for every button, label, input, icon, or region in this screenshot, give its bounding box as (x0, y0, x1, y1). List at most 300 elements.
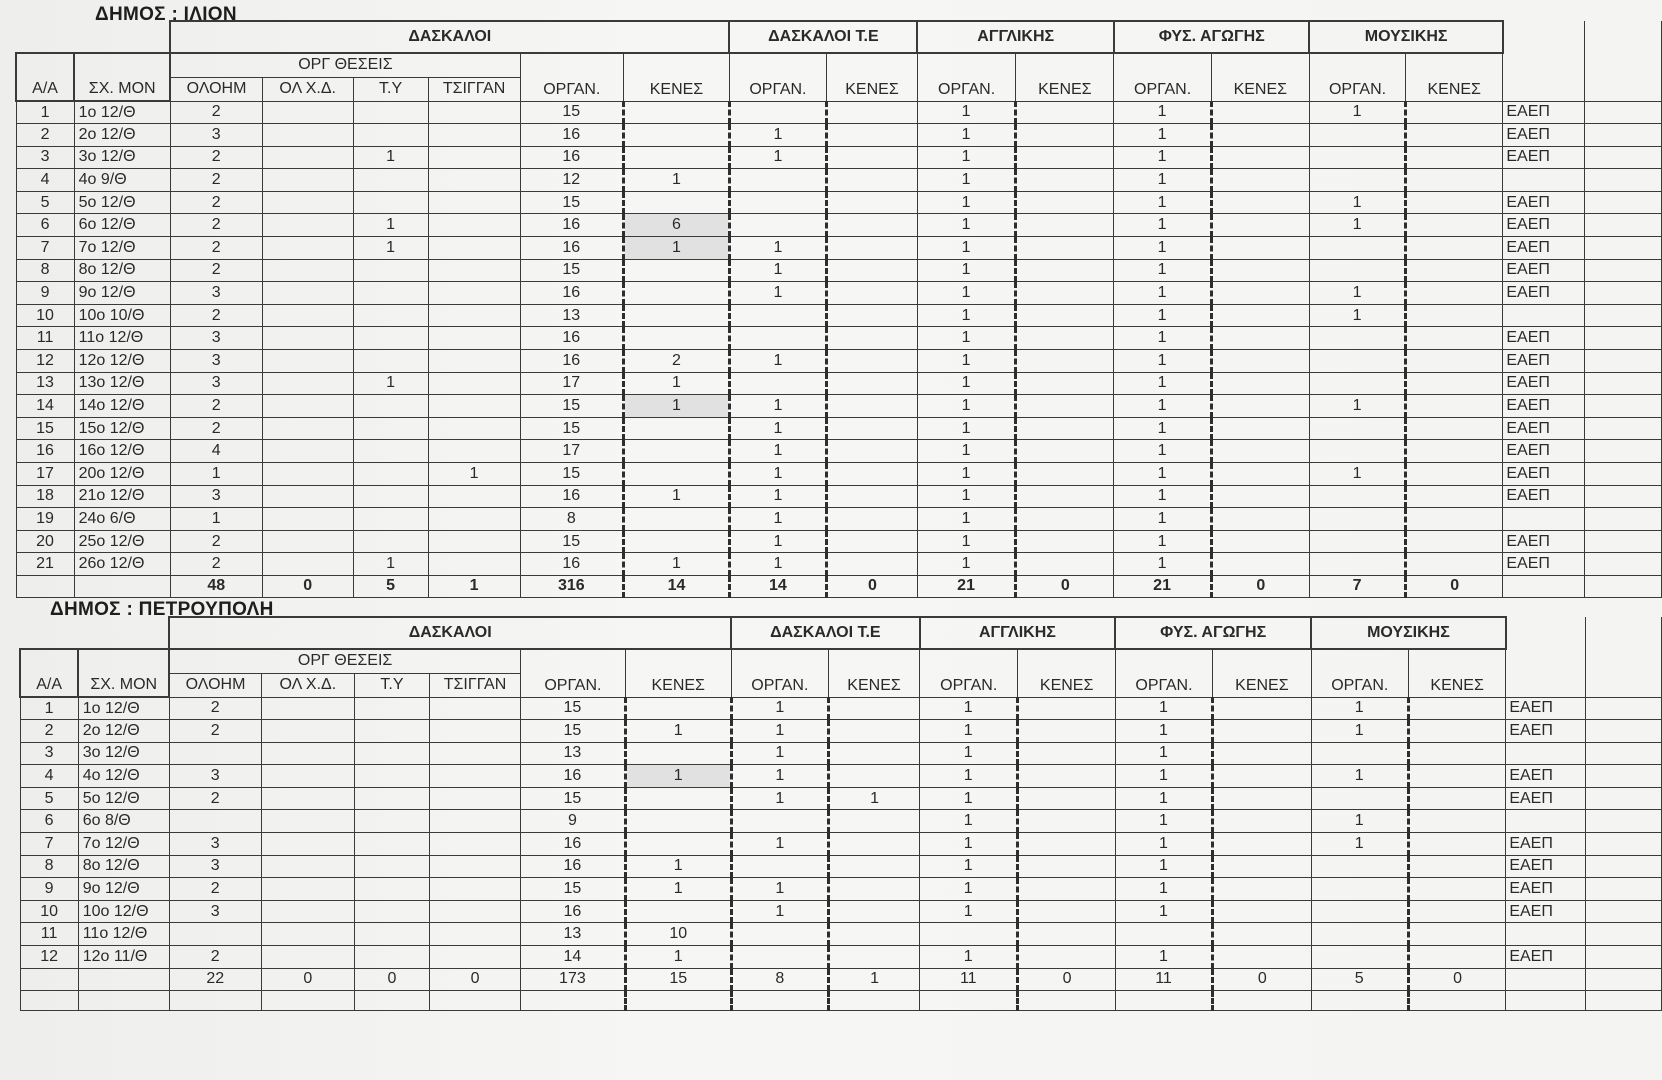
cell-tsiggan (430, 765, 521, 788)
cell-extra (1584, 146, 1661, 169)
cell-ty (354, 900, 429, 923)
table-row (16, 553, 1662, 576)
cell-school: 20ο 12/Θ (74, 463, 170, 486)
cell-te-organ: 1 (729, 485, 826, 508)
col-header-mous-kenes: ΚΕΝΕΣ (1408, 649, 1505, 697)
staff-table-ilion (15, 20, 1662, 598)
cell-fys-kenes (1211, 372, 1309, 395)
cell-ol-xd (262, 259, 353, 282)
cell-mous-organ (1311, 923, 1408, 946)
cell-ol-xd (261, 878, 354, 901)
cell-olohm: 3 (170, 327, 262, 350)
cell-ty (354, 742, 429, 765)
cell-agg-organ: 1 (917, 553, 1015, 576)
cell-extra (1584, 101, 1661, 124)
cell-mous-kenes (1406, 146, 1503, 169)
cell-school: 10ο 12/Θ (78, 900, 169, 923)
cell-olohm: 2 (169, 878, 261, 901)
cell-note: ΕΑΕΠ (1503, 463, 1584, 486)
cell-organ: 13 (521, 742, 626, 765)
cell-extra (1584, 417, 1661, 440)
cell-kenes: 6 (624, 214, 730, 237)
cell-te-kenes (829, 697, 920, 720)
cell-agg-organ: 1 (920, 855, 1018, 878)
table-row (20, 946, 1662, 969)
cell-note: ΕΑΕΠ (1506, 697, 1585, 720)
col-header-school: ΣΧ. ΜΟΝ (74, 53, 170, 101)
cell-ty (354, 697, 429, 720)
cell-agg-organ: 1 (917, 530, 1015, 553)
cell-mous-organ (1311, 946, 1408, 969)
table-row (20, 787, 1662, 810)
cell-tsiggan (430, 923, 521, 946)
cell-note: ΕΑΕΠ (1506, 833, 1585, 856)
cell-agg-organ: 1 (920, 697, 1018, 720)
cell-aa: 20 (16, 530, 74, 553)
cell-te-kenes (827, 191, 918, 214)
cell-note: ΕΑΕΠ (1506, 765, 1585, 788)
cell-note: ΕΑΕΠ (1503, 101, 1584, 124)
cell-fys-organ: 1 (1114, 350, 1211, 373)
cell-te-kenes (827, 440, 918, 463)
cell-note: ΕΑΕΠ (1503, 372, 1584, 395)
blank-cell (920, 990, 1018, 1010)
cell-fys-kenes (1211, 101, 1309, 124)
cell-mous-organ (1311, 878, 1408, 901)
cell-mous-kenes (1406, 350, 1503, 373)
cell-olohm: 2 (170, 395, 262, 418)
cell-mous-kenes (1408, 946, 1505, 969)
cell-olohm: 4 (170, 440, 262, 463)
cell-ty (353, 327, 428, 350)
cell-mous-organ: 1 (1311, 833, 1408, 856)
cell-school: 14ο 12/Θ (74, 395, 170, 418)
col-header-ol-xd: ΟΛ Χ.Δ. (261, 673, 354, 697)
cell-te-kenes (827, 485, 918, 508)
table-row (16, 463, 1662, 486)
cell-mous-kenes (1406, 101, 1503, 124)
table-row (16, 282, 1662, 305)
cell-note (1503, 508, 1584, 531)
cell-school: 10ο 10/Θ (74, 304, 170, 327)
cell-fys-organ: 1 (1114, 485, 1211, 508)
cell-fys-organ: 1 (1115, 855, 1212, 878)
cell-kenes (624, 101, 730, 124)
table-row (16, 169, 1662, 192)
table-row (20, 900, 1662, 923)
cell-note: ΕΑΕΠ (1503, 530, 1584, 553)
cell-organ: 14 (521, 946, 626, 969)
cell-organ: 9 (521, 810, 626, 833)
cell-note: ΕΑΕΠ (1503, 327, 1584, 350)
cell-aa: 1 (20, 697, 78, 720)
cell-organ: 16 (520, 124, 624, 147)
cell-mous-organ (1309, 485, 1405, 508)
col-header-ol-xd: ΟΛ Χ.Δ. (262, 77, 353, 101)
cell-note: ΕΑΕΠ (1503, 146, 1584, 169)
cell-agg-kenes (1016, 259, 1114, 282)
cell-mous-kenes (1406, 485, 1503, 508)
cell-mous-organ (1309, 440, 1405, 463)
cell-tsiggan (428, 259, 520, 282)
cell-fys-kenes (1211, 350, 1309, 373)
cell-school: 15ο 12/Θ (74, 417, 170, 440)
cell-ol-xd (261, 720, 354, 743)
cell-mous-organ (1311, 742, 1408, 765)
cell-extra (1584, 282, 1661, 305)
cell-aa: 12 (16, 350, 74, 373)
cell-te-organ: 1 (729, 259, 826, 282)
cell-fys-organ: 1 (1115, 720, 1212, 743)
cell-organ: 16 (521, 833, 626, 856)
cell-kenes: 2 (624, 350, 730, 373)
cell-agg-kenes (1016, 372, 1114, 395)
cell-note: ΕΑΕΠ (1503, 282, 1584, 305)
cell-mous-organ (1309, 169, 1405, 192)
cell-ty (354, 810, 429, 833)
cell-mous-organ: 1 (1309, 282, 1405, 305)
cell-tsiggan (428, 530, 520, 553)
cell-extra (1585, 697, 1661, 720)
cell-extra (1584, 395, 1661, 418)
cell-mous-organ (1309, 350, 1405, 373)
total-olohm: 22 (169, 968, 261, 990)
cell-fys-organ: 1 (1114, 327, 1211, 350)
table-row (16, 530, 1662, 553)
cell-ol-xd (261, 900, 354, 923)
cell-ol-xd (262, 146, 353, 169)
cell-tsiggan (428, 553, 520, 576)
cell-agg-kenes (1016, 350, 1114, 373)
group-mousikis: ΜΟΥΣΙΚΗΣ (1309, 21, 1502, 53)
cell-organ: 15 (521, 720, 626, 743)
cell-agg-kenes (1018, 765, 1115, 788)
col-header-ty: Τ.Υ (353, 77, 428, 101)
cell-fys-kenes (1213, 878, 1311, 901)
cell-te-organ (731, 855, 828, 878)
cell-ty (353, 395, 428, 418)
cell-agg-organ: 1 (917, 304, 1015, 327)
cell-kenes (624, 508, 730, 531)
cell-note: ΕΑΕΠ (1503, 191, 1584, 214)
col-header-school: ΣΧ. ΜΟΝ (78, 649, 169, 697)
col-header-mous-kenes: ΚΕΝΕΣ (1406, 53, 1503, 101)
cell-kenes: 1 (625, 720, 731, 743)
cell-mous-kenes (1406, 304, 1503, 327)
cell-mous-kenes (1408, 720, 1505, 743)
cell-olohm: 3 (170, 372, 262, 395)
cell-agg-kenes (1018, 787, 1115, 810)
cell-mous-kenes (1408, 900, 1505, 923)
cell-agg-kenes (1016, 327, 1114, 350)
total-school (78, 968, 169, 990)
cell-ty: 1 (353, 237, 428, 260)
col-header-kenes: ΚΕΝΕΣ (624, 53, 730, 101)
cell-kenes (624, 327, 730, 350)
cell-aa: 4 (16, 169, 74, 192)
col-header-te-organ: ΟΡΓΑΝ. (731, 649, 828, 697)
cell-fys-kenes (1211, 530, 1309, 553)
cell-note (1506, 810, 1585, 833)
blank-cell (1311, 990, 1408, 1010)
cell-note (1503, 169, 1584, 192)
cell-agg-kenes (1016, 191, 1114, 214)
subgroup-org-theseis: ΟΡΓ ΘΕΣΕΙΣ (169, 649, 520, 673)
cell-school: 2ο 12/Θ (78, 720, 169, 743)
cell-school: 5ο 12/Θ (78, 787, 169, 810)
cell-agg-organ: 1 (920, 833, 1018, 856)
cell-kenes (625, 900, 731, 923)
cell-fys-organ: 1 (1114, 101, 1211, 124)
cell-mous-organ (1309, 259, 1405, 282)
cell-olohm: 3 (169, 833, 261, 856)
col-header-agg-organ: ΟΡΓΑΝ. (920, 649, 1018, 697)
cell-ol-xd (262, 463, 353, 486)
blank-cell (78, 990, 169, 1010)
cell-tsiggan (428, 237, 520, 260)
cell-kenes: 1 (624, 485, 730, 508)
total-agg-kenes: 0 (1016, 575, 1114, 597)
cell-school: 12ο 11/Θ (78, 946, 169, 969)
cell-te-kenes (827, 530, 918, 553)
cell-tsiggan (430, 697, 521, 720)
cell-aa: 6 (16, 214, 74, 237)
total-organ: 316 (520, 575, 624, 597)
cell-agg-kenes (1018, 833, 1115, 856)
cell-organ: 16 (520, 485, 624, 508)
cell-ty (354, 878, 429, 901)
total-mous-organ: 5 (1311, 968, 1408, 990)
cell-mous-kenes (1406, 417, 1503, 440)
table-row (20, 765, 1662, 788)
table-row (16, 440, 1662, 463)
col-header-agg-organ: ΟΡΓΑΝ. (917, 53, 1015, 101)
cell-ol-xd (262, 304, 353, 327)
cell-mous-kenes (1406, 327, 1503, 350)
cell-fys-organ: 1 (1114, 530, 1211, 553)
cell-te-organ (731, 810, 828, 833)
cell-aa: 9 (20, 878, 78, 901)
total-fys-kenes: 0 (1211, 575, 1309, 597)
cell-te-organ: 1 (729, 124, 826, 147)
total-ol-xd: 0 (262, 575, 353, 597)
cell-te-organ: 1 (729, 553, 826, 576)
cell-kenes (625, 787, 731, 810)
cell-kenes (625, 697, 731, 720)
col-header-ty: Τ.Υ (354, 673, 429, 697)
cell-fys-organ: 1 (1114, 124, 1211, 147)
cell-extra (1584, 214, 1661, 237)
cell-te-kenes (829, 923, 920, 946)
table-row (16, 485, 1662, 508)
cell-kenes (624, 304, 730, 327)
cell-ol-xd (262, 191, 353, 214)
cell-agg-kenes (1018, 878, 1115, 901)
cell-fys-kenes (1211, 169, 1309, 192)
cell-ty (354, 787, 429, 810)
cell-ol-xd (261, 810, 354, 833)
cell-fys-organ: 1 (1114, 463, 1211, 486)
cell-ol-xd (262, 508, 353, 531)
cell-ol-xd (262, 237, 353, 260)
total-agg-organ: 11 (920, 968, 1018, 990)
cell-fys-kenes (1211, 124, 1309, 147)
cell-mous-kenes (1406, 395, 1503, 418)
cell-mous-kenes (1406, 124, 1503, 147)
cell-agg-organ: 1 (920, 742, 1018, 765)
group-daskaloi: ΔΑΣΚΑΛΟΙ (169, 617, 731, 649)
cell-mous-kenes (1408, 878, 1505, 901)
cell-organ: 16 (521, 765, 626, 788)
col-header-olohm: ΟΛΟΗΜ (169, 673, 261, 697)
cell-organ: 13 (521, 923, 626, 946)
cell-te-organ: 1 (729, 508, 826, 531)
cell-kenes (625, 833, 731, 856)
cell-te-kenes (827, 350, 918, 373)
total-ol-xd: 0 (261, 968, 354, 990)
cell-fys-kenes (1213, 946, 1311, 969)
cell-ty (353, 350, 428, 373)
cell-fys-organ: 1 (1114, 372, 1211, 395)
cell-te-organ: 1 (731, 878, 828, 901)
cell-olohm: 2 (170, 417, 262, 440)
cell-ty (354, 720, 429, 743)
cell-agg-organ: 1 (917, 214, 1015, 237)
cell-school: 7ο 12/Θ (74, 237, 170, 260)
cell-mous-kenes (1408, 923, 1505, 946)
cell-ol-xd (262, 372, 353, 395)
cell-aa: 1 (16, 101, 74, 124)
cell-school: 6ο 12/Θ (74, 214, 170, 237)
cell-mous-organ (1309, 417, 1405, 440)
cell-ol-xd (262, 553, 353, 576)
cell-organ: 12 (520, 169, 624, 192)
cell-note: ΕΑΕΠ (1503, 259, 1584, 282)
cell-fys-kenes (1213, 697, 1311, 720)
cell-fys-kenes (1211, 553, 1309, 576)
cell-te-organ: 1 (731, 787, 828, 810)
cell-te-kenes (827, 146, 918, 169)
col-header-aa: Α/Α (16, 53, 74, 101)
cell-mous-kenes (1408, 765, 1505, 788)
cell-olohm: 2 (170, 530, 262, 553)
cell-ol-xd (261, 923, 354, 946)
cell-fys-kenes (1211, 395, 1309, 418)
cell-mous-organ: 1 (1309, 191, 1405, 214)
cell-ty (353, 169, 428, 192)
col-header-tsiggan: ΤΣΙΓΓΑΝ (428, 77, 520, 101)
col-header-aa: Α/Α (20, 649, 78, 697)
total-aa (20, 968, 78, 990)
cell-school: 5ο 12/Θ (74, 191, 170, 214)
cell-te-organ (729, 372, 826, 395)
cell-note (1506, 742, 1585, 765)
cell-aa: 15 (16, 417, 74, 440)
cell-kenes (624, 259, 730, 282)
cell-agg-kenes (1016, 237, 1114, 260)
cell-ol-xd (261, 946, 354, 969)
cell-te-organ: 1 (729, 395, 826, 418)
cell-school: 6ο 8/Θ (78, 810, 169, 833)
group-mousikis: ΜΟΥΣΙΚΗΣ (1311, 617, 1506, 649)
cell-school: 1ο 12/Θ (74, 101, 170, 124)
cell-fys-organ: 1 (1115, 900, 1212, 923)
cell-kenes: 1 (624, 395, 730, 418)
blank-cell (1115, 990, 1212, 1010)
cell-kenes (624, 463, 730, 486)
cell-agg-organ: 1 (917, 327, 1015, 350)
cell-extra (1584, 259, 1661, 282)
cell-ol-xd (262, 169, 353, 192)
cell-fys-kenes (1213, 810, 1311, 833)
cell-te-kenes (827, 508, 918, 531)
col-header-te-organ: ΟΡΓΑΝ. (729, 53, 826, 101)
cell-te-kenes (829, 765, 920, 788)
cell-fys-organ: 1 (1115, 878, 1212, 901)
cell-kenes: 1 (625, 878, 731, 901)
cell-aa: 12 (20, 946, 78, 969)
cell-kenes: 1 (625, 946, 731, 969)
blank-cell (625, 990, 731, 1010)
cell-agg-kenes (1016, 508, 1114, 531)
total-tsiggan: 0 (430, 968, 521, 990)
cell-agg-organ: 1 (917, 124, 1015, 147)
cell-agg-kenes (1018, 923, 1115, 946)
col-header-fys-organ: ΟΡΓΑΝ. (1115, 649, 1212, 697)
cell-agg-kenes (1016, 146, 1114, 169)
cell-ol-xd (261, 787, 354, 810)
cell-te-organ (729, 304, 826, 327)
cell-agg-kenes (1016, 463, 1114, 486)
col-header-tsiggan: ΤΣΙΓΓΑΝ (430, 673, 521, 697)
cell-school: 21ο 12/Θ (74, 485, 170, 508)
cell-te-kenes (827, 417, 918, 440)
cell-te-organ: 1 (729, 282, 826, 305)
cell-organ: 16 (520, 553, 624, 576)
total-organ: 173 (521, 968, 626, 990)
total-mous-organ: 7 (1309, 575, 1405, 597)
cell-te-organ: 1 (729, 440, 826, 463)
cell-note: ΕΑΕΠ (1503, 395, 1584, 418)
cell-note: ΕΑΕΠ (1506, 878, 1585, 901)
cell-tsiggan (428, 304, 520, 327)
cell-school: 4ο 9/Θ (74, 169, 170, 192)
cell-te-organ (729, 169, 826, 192)
group-fys-agogis: ΦΥΣ. ΑΓΩΓΗΣ (1114, 21, 1309, 53)
cell-agg-organ: 1 (920, 946, 1018, 969)
cell-tsiggan (430, 810, 521, 833)
cell-organ: 15 (520, 530, 624, 553)
cell-te-organ: 1 (729, 530, 826, 553)
cell-school: 3ο 12/Θ (74, 146, 170, 169)
cell-organ: 15 (521, 787, 626, 810)
cell-mous-organ: 1 (1311, 697, 1408, 720)
cell-ol-xd (262, 417, 353, 440)
total-tsiggan: 1 (428, 575, 520, 597)
cell-aa: 3 (20, 742, 78, 765)
cell-tsiggan (428, 350, 520, 373)
cell-fys-kenes (1211, 508, 1309, 531)
cell-fys-kenes (1211, 440, 1309, 463)
cell-tsiggan (428, 417, 520, 440)
cell-mous-kenes (1406, 191, 1503, 214)
cell-extra (1584, 327, 1661, 350)
cell-extra (1584, 191, 1661, 214)
cell-ol-xd (262, 101, 353, 124)
cell-olohm: 3 (169, 765, 261, 788)
cell-mous-organ (1309, 237, 1405, 260)
cell-fys-organ: 1 (1114, 146, 1211, 169)
